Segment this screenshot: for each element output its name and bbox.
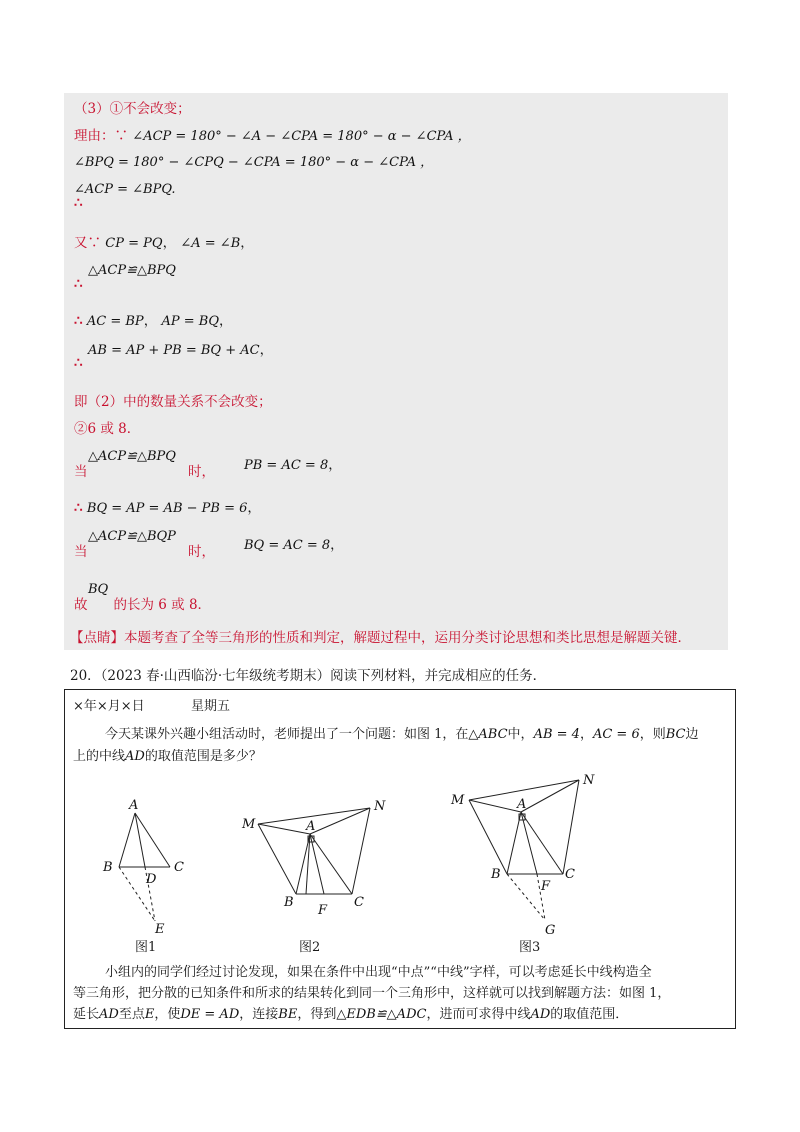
point-label-m: M <box>451 793 465 808</box>
question-title: 20．（2023 春·山西临汾·七年级统考期末）阅读下列材料，并完成相应的任务． <box>70 668 547 684</box>
point-label-m: M <box>242 817 256 832</box>
solution-line-9: 即（2）中的数量关系不会改变； <box>74 394 272 410</box>
weekday-text: 星期五 <box>191 699 231 714</box>
material-line-2: 等三角形，把分散的已知条件和所求的结果转化到同一个三角形中，这样就可以找到解题方法：如图 1， <box>73 986 671 1001</box>
when-label: 当 <box>74 544 88 560</box>
solution-line-5: 又∵ CP = PQ， ∠A = ∠B， <box>74 235 254 251</box>
point-label-a: A <box>129 798 139 813</box>
figure-3-caption: 图3 <box>519 940 541 955</box>
point-label-e: E <box>155 922 165 937</box>
solution-line-10: ②6 或 8． <box>74 421 141 437</box>
therefore-symbol: ∴ <box>74 276 83 292</box>
equation-a-b: ∠A = ∠B <box>180 236 241 251</box>
point-label-g: G <box>545 923 556 938</box>
comment-line: 【点睛】本题考查了全等三角形的性质和判定，解题过程中，运用分类讨论思想和类比思想是解题关键． <box>70 630 691 646</box>
point-label-a: A <box>306 819 316 834</box>
equation-acp: ∠ACP = 180° − ∠A − ∠CPA = 180° − α − ∠CPA ， <box>132 129 471 144</box>
point-label-n: N <box>374 799 386 814</box>
equation-cp-pq: CP = PQ <box>105 236 163 251</box>
solution-line-12: ∴ BQ = AP = AB − PB = 6， <box>74 500 261 516</box>
equation-ac-bp: AC = BP <box>86 314 144 329</box>
congruence-acp-bqp-case2: △ACP≌△BQP <box>88 529 176 544</box>
bq-label: BQ <box>88 582 109 597</box>
reason-label: 理由：∵ <box>74 128 128 144</box>
figure-2 <box>240 798 405 938</box>
point-label-c: C <box>565 867 575 882</box>
material-box <box>64 689 736 1029</box>
equation-acp-eq-bpq: ∠ACP = ∠BPQ <box>74 182 172 197</box>
when-label: 当 <box>74 464 88 480</box>
solution-line-6 <box>88 264 176 278</box>
problem-line-2: 上的中线AD的取值范围是多少？ <box>73 749 262 764</box>
figure-2-caption: 图2 <box>299 940 321 955</box>
equation-pb-ac: PB = AC = 8， <box>244 457 342 473</box>
therefore-symbol: ∴ <box>74 195 83 211</box>
equation-bpq: ∠BPQ = 180° − ∠CPQ − ∠CPA = 180° − α − ∠CPA ， <box>74 155 434 170</box>
solution-line-3 <box>74 156 433 170</box>
point-label-c: C <box>174 860 184 875</box>
material-line-3: 延长AD至点E，使DE = AD，连接BE，得到△EDB≌△ADC，进而可求得中线AD的取值范围． <box>73 1007 629 1022</box>
solution-line-7: ∴ AC = BP， AP = BQ， <box>74 313 233 329</box>
point-label-a: A <box>517 797 527 812</box>
date-text: ×年×月×日 <box>73 699 145 714</box>
point-label-c: C <box>354 895 364 910</box>
equation-bq-six: BQ = AP = AB − PB = 6 <box>86 501 248 516</box>
point-label-b: B <box>103 860 113 875</box>
congruence-acp-bpq: △ACP≌△BPQ <box>88 263 176 278</box>
solution-box <box>64 93 728 650</box>
point-label-f: F <box>541 879 551 894</box>
equation-bq-ac: BQ = AC = 8， <box>244 537 344 553</box>
figure-3 <box>445 770 610 940</box>
figure-1-caption: 图1 <box>135 940 157 955</box>
congruence-acp-bpq-case1: △ACP≌△BPQ <box>88 449 176 464</box>
problem-line-1: 今天某课外兴趣小组活动时，老师提出了一个问题：如图 1，在△ABC中，AB = 4，AC = 6，则BC边 <box>105 727 699 742</box>
point-label-f: F <box>318 903 328 918</box>
therefore-symbol: ∴ <box>74 355 83 371</box>
point-label-b: B <box>284 895 294 910</box>
solution-line-14: 故 的长为 6 或 8． <box>74 597 212 613</box>
solution-line-8: AB = AP + PB = BQ + AC， <box>88 342 274 358</box>
solution-line-4: ∠ACP = ∠BPQ. <box>74 182 176 197</box>
material-line-1: 小组内的同学们经过讨论发现，如果在条件中出现“中点”“中线”字样，可以考虑延长中线构造全 <box>105 965 652 980</box>
point-label-n: N <box>583 773 595 788</box>
solution-line-1: （3）①不会改变； <box>74 101 191 117</box>
shi-label: 时， <box>188 544 215 560</box>
point-label-d: D <box>146 872 157 887</box>
equation-ap-bq: AP = BQ <box>161 314 219 329</box>
solution-line-11 <box>88 450 176 464</box>
equation-ab-sum: AB = AP + PB = BQ + AC <box>88 343 260 358</box>
solution-line-13 <box>88 530 176 544</box>
shi-label: 时， <box>188 464 215 480</box>
and-because-label: 又∵ <box>74 235 101 251</box>
therefore-symbol: ∴ <box>74 313 83 329</box>
therefore-symbol: ∴ <box>74 500 83 516</box>
figure-1 <box>95 795 215 945</box>
point-label-b: B <box>491 867 501 882</box>
solution-line-2 <box>74 130 471 144</box>
